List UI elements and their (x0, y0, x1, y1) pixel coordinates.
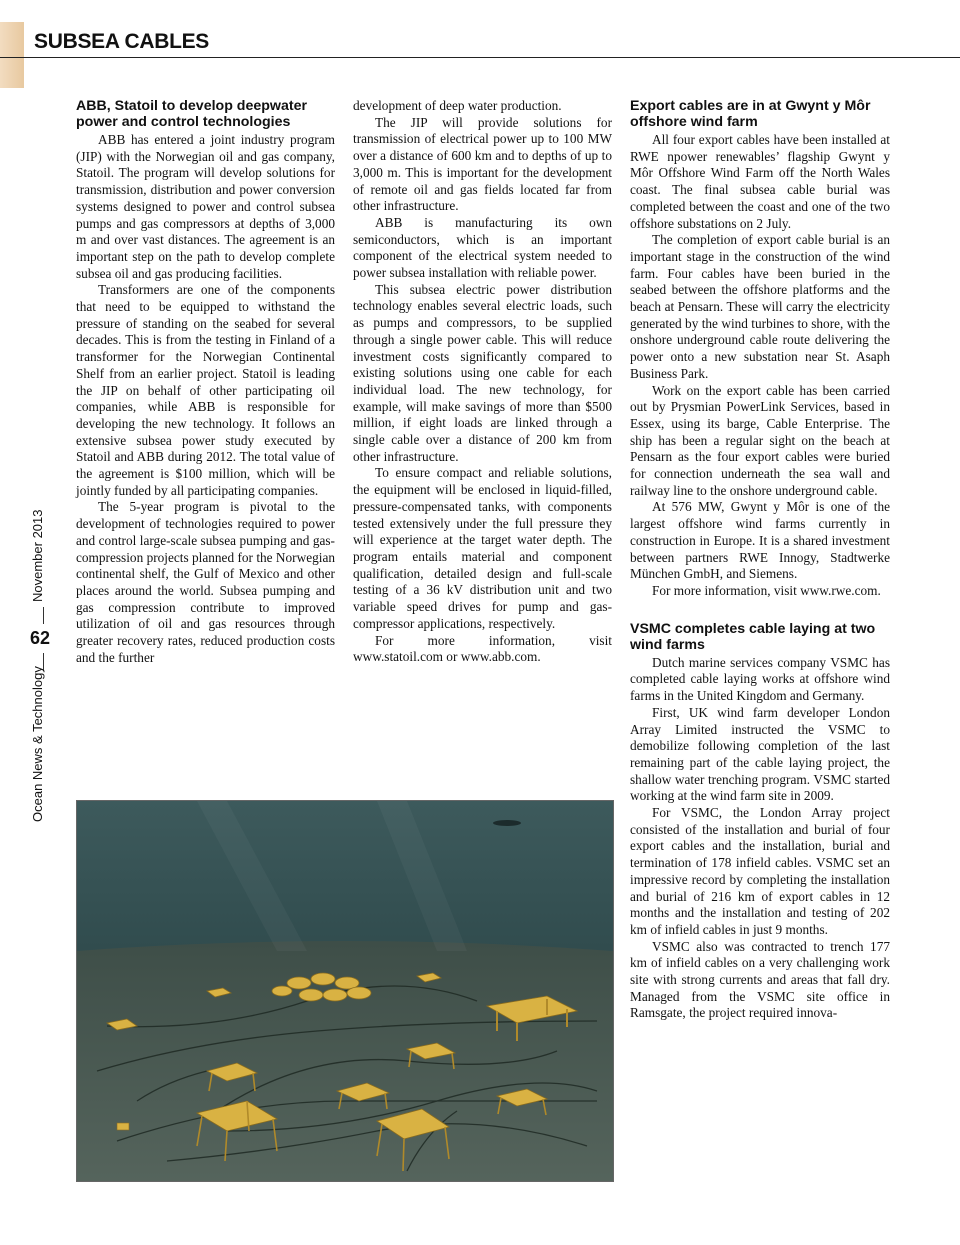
article-paragraph: development of deep water production. (353, 98, 562, 113)
article-paragraph: For VSMC, the London Array project consisted of the installation and burial of four export cables and the installation, burial and termination of 178 infield cables. VSMC set an impressive record by completing the installation and burial of 216 km of export cables in 12 months and the installation and testing of 202 km of infield cables in just 9 months. (630, 805, 890, 937)
header-rule (0, 57, 960, 58)
article-paragraph: First, UK wind farm developer London Array Limited instructed the VSMC to demobilize following completion of the last remaining part of the cable laying project, the shallow water trenching program. VSMC started working at the wind farm site in 2009. (630, 704, 890, 804)
section-title: SUBSEA CABLES (34, 30, 210, 53)
subsea-field-illustration-icon (77, 801, 613, 1181)
article-paragraph: For more information, visit www.rwe.com. (652, 582, 881, 598)
article-paragraph: For more information, visit www.statoil.com or www.abb.com. (353, 632, 612, 665)
section-tab (0, 22, 24, 88)
article-paragraph: The JIP will provide solutions for transmission of electrical power up to 100 MW over a distance of 600 km and to depths of up to 3,000 m. This is important for the development of remote oil and gas fields located far from other infrastructure. (353, 114, 612, 214)
article-paragraph: The 5-year program is pivotal to the development of technologies required to power and control large-scale subsea pumping and gas-compression projects planned for the Norwegian continental shelf, the Gulf of Mexico and other places around the world. Subsea pumping and gas compression contribute to improved utilization of oil and gas resources through greater recovery rates, reduced production costs and the further (76, 499, 335, 665)
subsea-field-photo (76, 800, 614, 1182)
magazine-name: Ocean News & Technology (30, 666, 45, 822)
article-headline: VSMC completes cable laying at two wind farms (630, 620, 876, 653)
column-3 (630, 98, 890, 1022)
article-paragraph: To ensure compact and reliable solutions, the equipment will be enclosed in liquid-filled, pressure-compensated tanks, with components tested extensively under the full pressure they will experience at the target water depth. The program entails material and component qualification, detailed design and full-scale testing of a 36 kV distribution unit and two variable speed drives for pump and gas-compressor applications, respectively. (353, 465, 612, 631)
article-paragraph: Work on the export cable has been carried out by Prysmian PowerLink Services, based in Essex, using its barge, Cable Enterprise. The ship has been a regular sight on the beach at Pensarn as the four export cables were buried for connection underneath the sea wall and railway line to the onshore underground cable. (630, 382, 890, 498)
sidebar-divider (43, 607, 44, 624)
article-paragraph: At 576 MW, Gwynt y Môr is one of the largest offshore wind farms currently in construction in Europe. It is a shared investment between partners RWE Innogy, Stadtwerke München GmbH, and Siemens. (630, 499, 890, 582)
article-paragraph: Dutch marine services company VSMC has completed cable laying works at offshore wind farms in the United Kingdom and Germany. (630, 654, 890, 704)
article-headline: ABB, Statoil to develop deepwater power and control technologies (76, 98, 307, 130)
column-2 (353, 98, 612, 666)
article-paragraph: This subsea electric power distribution technology enables several electric loads, such as pumps and compressors, to be supplied through a single power cable. This will reduce investment costs significantly compared to existing solutions using one cable for each individual load. The new technology, for example, will make savings of more than $500 million, if eight loads are linked through a single cable over a distance of 200 km from other infrastructure. (353, 281, 612, 464)
issue-date: November 2013 (30, 509, 45, 602)
article-paragraph: The completion of export cable burial is an important stage in the construction of the wind farm. Four cables have been buried in the seabed between the offshore platforms and the beach at Pensarn. These will carry the electricity generated by the wind turbines to shore, with the onshore underground cable route delivering the power onto a new substation near St. Asaph Business Park. (630, 232, 890, 381)
article-headline: Export cables are in at Gwynt y Môr offshore wind farm (630, 98, 871, 130)
article-paragraph: VSMC also was contracted to trench 177 km of infield cables on a very challenging work site with strong currents and areas that fall dry. Managed from the VSMC site office in Ramsgate, the project required innova- (630, 938, 890, 1021)
column-1 (76, 98, 335, 667)
page-number: 62 (30, 628, 51, 648)
article-paragraph: All four export cables have been installed at RWE npower renewables’ flagship Gwynt y Môr Offshore Wind Farm off the North Wales coast. The final subsea cable burial was completed between the coast and one of the two offshore substations on 2 July. (630, 132, 890, 231)
article-paragraph: ABB has entered a joint industry program (JIP) with the Norwegian oil and gas company, Statoil. The program will develop solutions for transmission, distribution and power conversion systems designed to power and control subsea pumps and gas compressors at depths of 3,000 m and over vast distances. The agreement is an important step on the path to develop complete subsea oil and gas producing facilities. (76, 132, 335, 281)
article-paragraph: Transformers are one of the components that need to be equipped to withstand the pressure of standing on the seabed for several decades. This is from the testing in Finland of a transformer for the Norwegian Continental Shelf from an earlier project. Statoil is leading the JIP on behalf of other participating oil companies, while ABB is responsible for developing the new technology. It follows an extensive subsea power study executed by Statoil and ABB during 2012. The total value of the agreement is $100 million, which will be jointly funded by all participating companies. (76, 282, 335, 498)
article-paragraph: ABB is manufacturing its own semiconductors, which is an important component of the electrical system needed to power subsea installation with reliable power. (353, 214, 612, 281)
